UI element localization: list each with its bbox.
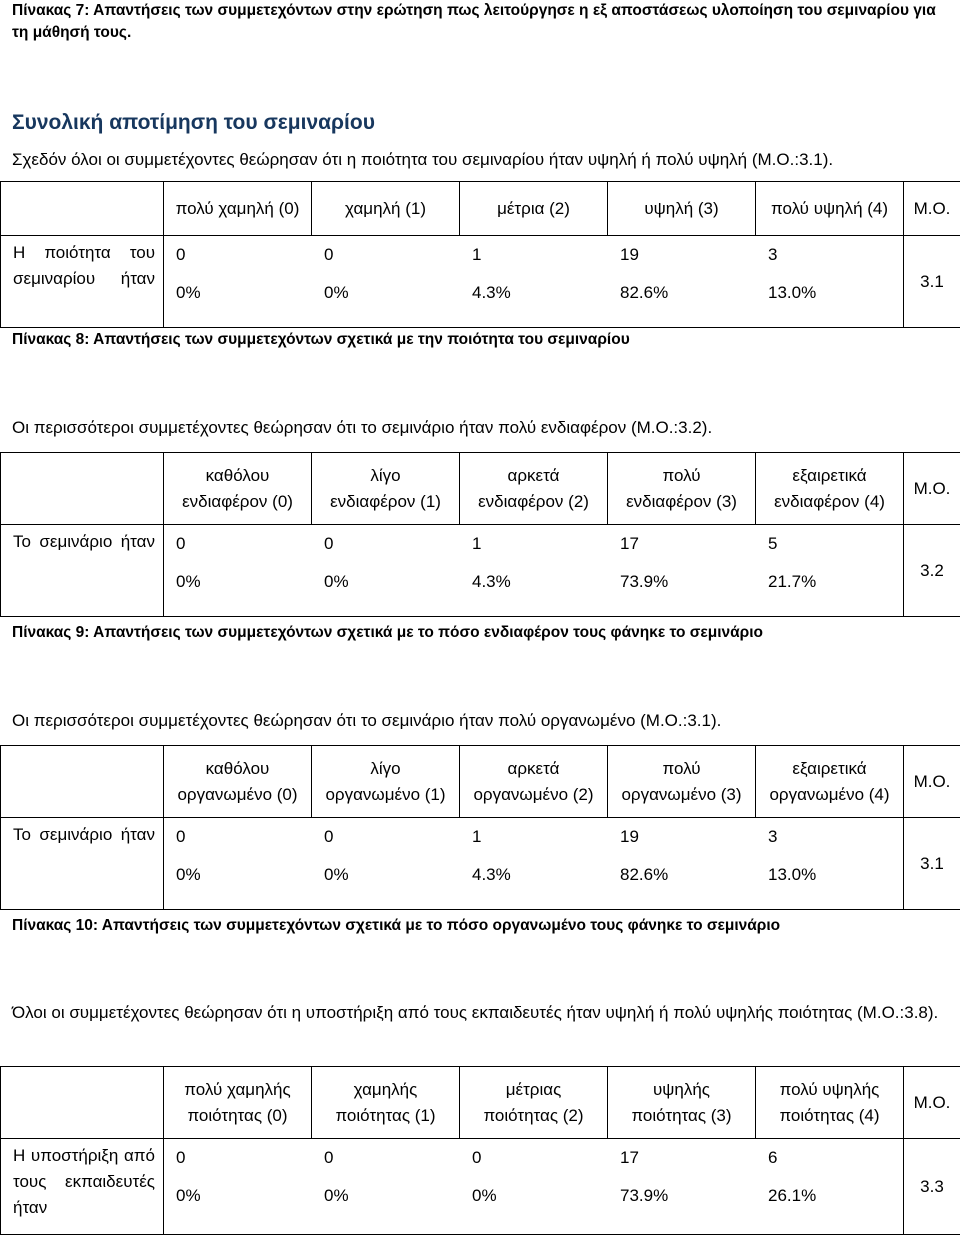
header-mean: Μ.Ο.	[904, 182, 960, 236]
mean-value: 3.1	[904, 818, 960, 910]
header-cell: μέτρια (2)	[460, 182, 608, 236]
header-cell: πολύ χαμηλής ποιότητας (0)	[164, 1067, 312, 1139]
section-heading: Συνολική αποτίμηση του σεμιναρίου	[12, 111, 375, 134]
header-mean: Μ.Ο.	[904, 453, 960, 525]
percent-value: 26.1%	[768, 1186, 817, 1205]
count-value: 6	[768, 1148, 778, 1167]
header-cell: υψηλή (3)	[608, 182, 756, 236]
header-empty-cell	[1, 182, 164, 236]
intro-paragraph-interest: Οι περισσότεροι συμμετέχοντες θεώρησαν ότι το σεμινάριο ήταν πολύ ενδιαφέρον (Μ.Ο.:3.2).	[12, 418, 713, 437]
header-mean: Μ.Ο.	[904, 746, 960, 818]
count-value: 0	[324, 245, 334, 264]
percent-value: 73.9%	[620, 572, 669, 591]
header-cell: υψηλής ποιότητας (3)	[608, 1067, 756, 1139]
header-cell: καθόλου ενδιαφέρον (0)	[164, 453, 312, 525]
header-cell: μέτριας ποιότητας (2)	[460, 1067, 608, 1139]
percent-value: 0%	[176, 1186, 201, 1205]
header-mean: Μ.Ο.	[904, 1067, 960, 1139]
count-value: 5	[768, 534, 778, 553]
header-cell: χαμηλή (1)	[312, 182, 460, 236]
table-interest	[0, 452, 960, 617]
percent-value: 82.6%	[620, 865, 669, 884]
count-value: 1	[472, 827, 482, 846]
values-cell	[164, 818, 904, 910]
count-value: 19	[620, 827, 639, 846]
count-value: 19	[620, 245, 639, 264]
percent-value: 0%	[324, 283, 349, 302]
percent-value: 0%	[176, 865, 201, 884]
header-cell: αρκετά οργανωμένο (2)	[460, 746, 608, 818]
header-empty-cell	[1, 1067, 164, 1139]
count-value: 0	[324, 1148, 334, 1167]
percent-value: 82.6%	[620, 283, 669, 302]
percent-value: 0%	[324, 865, 349, 884]
count-value: 3	[768, 245, 778, 264]
caption-table-10: Πίνακας 10: Απαντήσεις των συμμετεχόντων σχετικά με το πόσο οργανωμένο τους φάνηκε το σεμινάριο	[12, 917, 781, 934]
caption-table-7: Πίνακας 7: Απαντήσεις των συμμετεχόντων στην ερώτηση πως λειτούργησε η εξ αποστάσεως υλοποίηση του σεμιναρίου για τη μάθησή τους.	[12, 2, 936, 41]
count-value: 0	[176, 245, 186, 264]
header-cell: πολύ υψηλή (4)	[756, 182, 904, 236]
row-label: Το σεμινάριο ήταν	[1, 818, 164, 910]
values-cell	[164, 236, 904, 328]
percent-value: 73.9%	[620, 1186, 669, 1205]
percent-value: 4.3%	[472, 865, 511, 884]
percent-value: 0%	[472, 1186, 497, 1205]
header-cell: αρκετά ενδιαφέρον (2)	[460, 453, 608, 525]
count-value: 1	[472, 245, 482, 264]
values-cell	[164, 1139, 904, 1235]
percent-value: 0%	[324, 1186, 349, 1205]
header-cell: πολύ ενδιαφέρον (3)	[608, 453, 756, 525]
table-organization	[0, 745, 960, 910]
count-value: 0	[324, 534, 334, 553]
mean-value: 3.3	[904, 1139, 960, 1235]
percent-value: 21.7%	[768, 572, 817, 591]
intro-paragraph-quality: Σχεδόν όλοι οι συμμετέχοντες θεώρησαν ότι η ποιότητα του σεμιναρίου ήταν υψηλή ή πολύ υψηλή (Μ.Ο.:3.1).	[12, 150, 834, 169]
percent-value: 13.0%	[768, 283, 817, 302]
count-value: 0	[472, 1148, 482, 1167]
header-cell: λίγο οργανωμένο (1)	[312, 746, 460, 818]
header-cell: πολύ οργανωμένο (3)	[608, 746, 756, 818]
table-quality	[0, 181, 960, 328]
row-label: Η υποστήριξη από τους εκπαιδευτές ήταν	[1, 1139, 164, 1235]
values-cell	[164, 525, 904, 617]
header-cell: πολύ υψηλής ποιότητας (4)	[756, 1067, 904, 1139]
percent-value: 0%	[324, 572, 349, 591]
header-cell: πολύ χαμηλή (0)	[164, 182, 312, 236]
count-value: 0	[176, 1148, 186, 1167]
row-label: Η ποιότητα του σεμιναρίου ήταν	[1, 236, 164, 328]
percent-value: 0%	[176, 283, 201, 302]
header-cell: εξαιρετικά οργανωμένο (4)	[756, 746, 904, 818]
header-empty-cell	[1, 453, 164, 525]
percent-value: 0%	[176, 572, 201, 591]
header-cell: εξαιρετικά ενδιαφέρον (4)	[756, 453, 904, 525]
row-label: Το σεμινάριο ήταν	[1, 525, 164, 617]
mean-value: 3.2	[904, 525, 960, 617]
percent-value: 4.3%	[472, 283, 511, 302]
table-support	[0, 1066, 960, 1235]
mean-value: 3.1	[904, 236, 960, 328]
count-value: 0	[324, 827, 334, 846]
caption-table-9: Πίνακας 9: Απαντήσεις των συμμετεχόντων σχετικά με το πόσο ενδιαφέρον τους φάνηκε το σεμινάριο	[12, 624, 764, 641]
count-value: 1	[472, 534, 482, 553]
count-value: 0	[176, 827, 186, 846]
percent-value: 4.3%	[472, 572, 511, 591]
count-value: 17	[620, 1148, 639, 1167]
count-value: 3	[768, 827, 778, 846]
count-value: 0	[176, 534, 186, 553]
header-cell: λίγο ενδιαφέρον (1)	[312, 453, 460, 525]
count-value: 17	[620, 534, 639, 553]
intro-paragraph-organization: Οι περισσότεροι συμμετέχοντες θεώρησαν ότι το σεμινάριο ήταν πολύ οργανωμένο (Μ.Ο.:3.1).	[12, 711, 722, 730]
intro-paragraph-support: Όλοι οι συμμετέχοντες θεώρησαν ότι η υποστήριξη από τους εκπαιδευτές ήταν υψηλή ή πολύ υψηλής ποιότητας (Μ.Ο.:3.8).	[12, 1003, 939, 1022]
header-cell: καθόλου οργανωμένο (0)	[164, 746, 312, 818]
header-empty-cell	[1, 746, 164, 818]
percent-value: 13.0%	[768, 865, 817, 884]
caption-table-8: Πίνακας 8: Απαντήσεις των συμμετεχόντων σχετικά με την ποιότητα του σεμιναρίου	[12, 331, 630, 348]
header-cell: χαμηλής ποιότητας (1)	[312, 1067, 460, 1139]
